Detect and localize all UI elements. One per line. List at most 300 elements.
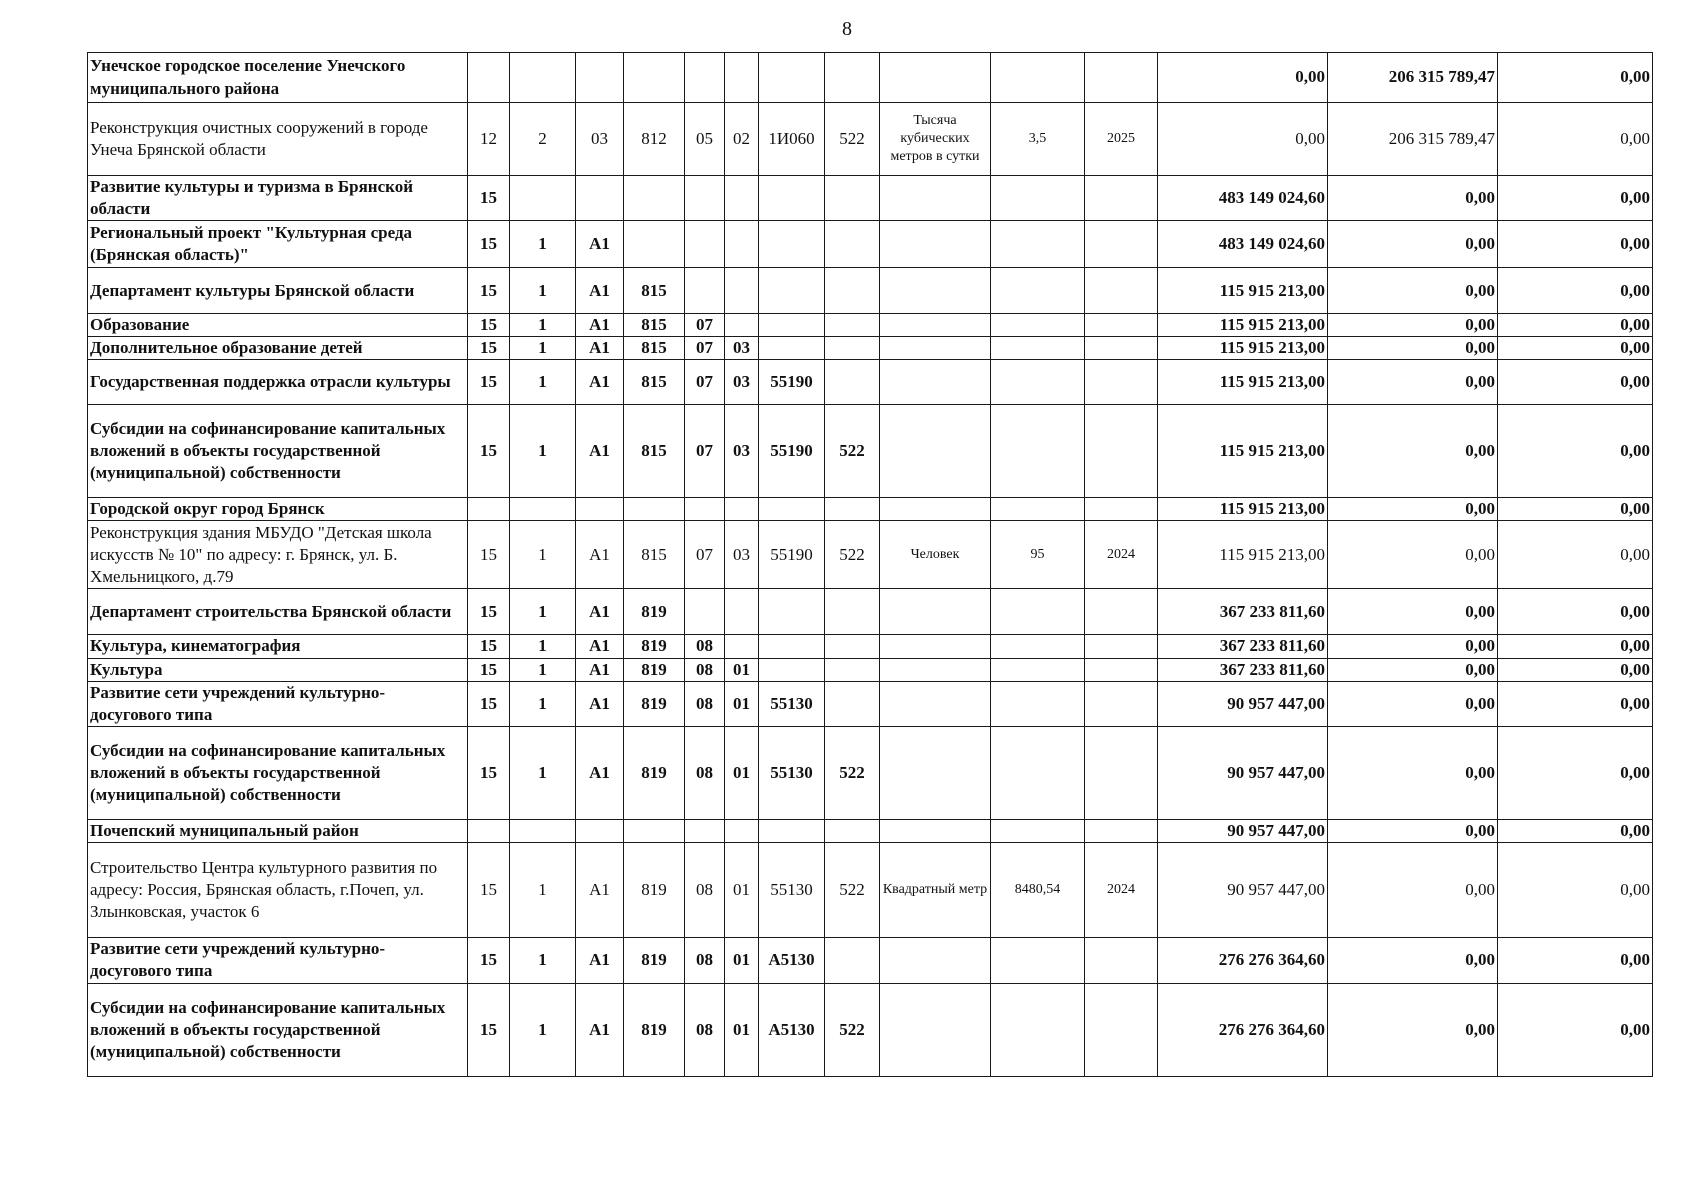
cell-gr: 819: [624, 983, 685, 1076]
cell-project: А1: [576, 681, 624, 726]
budget-table: [87, 52, 1653, 1077]
cell-gr: 819: [624, 937, 685, 983]
table-row: [88, 360, 1653, 405]
cell-capacity: [991, 360, 1085, 405]
cell-expense-type: [825, 221, 880, 268]
cell-direction: А5130: [759, 937, 825, 983]
cell-direction: 55190: [759, 521, 825, 589]
cell-amount-2: 0,00: [1328, 842, 1498, 937]
cell-amount-3: 0,00: [1498, 819, 1653, 842]
cell-gr: 819: [624, 658, 685, 681]
cell-amount-2: 0,00: [1328, 176, 1498, 221]
cell-unit: Человек: [880, 521, 991, 589]
cell-amount-2: 0,00: [1328, 937, 1498, 983]
cell-gr: [624, 221, 685, 268]
cell-year: [1085, 635, 1158, 658]
cell-amount-3: 0,00: [1498, 337, 1653, 360]
cell-program: 15: [468, 360, 510, 405]
cell-section: 07: [685, 314, 725, 337]
cell-section: [685, 589, 725, 635]
cell-program: 15: [468, 521, 510, 589]
cell-project: А1: [576, 221, 624, 268]
cell-amount-3: 0,00: [1498, 360, 1653, 405]
cell-amount-2: 0,00: [1328, 314, 1498, 337]
cell-unit: [880, 635, 991, 658]
table-row: [88, 658, 1653, 681]
cell-program: 15: [468, 726, 510, 819]
cell-year: [1085, 53, 1158, 103]
cell-amount-3: 0,00: [1498, 521, 1653, 589]
table-row: [88, 53, 1653, 103]
cell-amount-1: 115 915 213,00: [1158, 337, 1328, 360]
cell-gr: 815: [624, 360, 685, 405]
cell-subsection: 01: [725, 842, 759, 937]
cell-name: Государственная поддержка отрасли культуры: [88, 360, 468, 405]
cell-program: 15: [468, 635, 510, 658]
cell-amount-3: 0,00: [1498, 983, 1653, 1076]
table-row: [88, 726, 1653, 819]
cell-subsection: [725, 176, 759, 221]
cell-capacity: [991, 337, 1085, 360]
cell-capacity: [991, 268, 1085, 314]
cell-year: 2025: [1085, 103, 1158, 176]
table-row: [88, 635, 1653, 658]
cell-direction: [759, 221, 825, 268]
cell-year: [1085, 176, 1158, 221]
cell-amount-2: 0,00: [1328, 221, 1498, 268]
cell-amount-1: 90 957 447,00: [1158, 726, 1328, 819]
table-row: [88, 176, 1653, 221]
cell-year: [1085, 658, 1158, 681]
cell-capacity: 3,5: [991, 103, 1085, 176]
cell-amount-1: 90 957 447,00: [1158, 842, 1328, 937]
cell-expense-type: [825, 658, 880, 681]
cell-unit: [880, 498, 991, 521]
cell-direction: [759, 53, 825, 103]
cell-subprogram: 1: [510, 337, 576, 360]
cell-unit: [880, 589, 991, 635]
cell-direction: 55190: [759, 360, 825, 405]
cell-gr: 819: [624, 681, 685, 726]
cell-gr: 815: [624, 337, 685, 360]
cell-subprogram: 1: [510, 658, 576, 681]
cell-section: [685, 498, 725, 521]
cell-unit: [880, 819, 991, 842]
cell-program: 15: [468, 983, 510, 1076]
cell-year: [1085, 337, 1158, 360]
cell-direction: [759, 635, 825, 658]
cell-subsection: [725, 268, 759, 314]
cell-expense-type: 522: [825, 726, 880, 819]
cell-subprogram: 1: [510, 681, 576, 726]
cell-section: 07: [685, 521, 725, 589]
cell-expense-type: [825, 314, 880, 337]
cell-unit: [880, 360, 991, 405]
cell-amount-1: 483 149 024,60: [1158, 221, 1328, 268]
cell-amount-3: 0,00: [1498, 937, 1653, 983]
cell-amount-2: 0,00: [1328, 635, 1498, 658]
cell-capacity: 8480,54: [991, 842, 1085, 937]
cell-program: 15: [468, 589, 510, 635]
cell-subprogram: 1: [510, 726, 576, 819]
cell-program: 15: [468, 658, 510, 681]
cell-amount-2: 0,00: [1328, 405, 1498, 498]
cell-section: [685, 53, 725, 103]
cell-name: Строительство Центра культурного развития по адресу: Россия, Брянская область, г.Почеп, ул. Злынковская, участок 6: [88, 842, 468, 937]
cell-expense-type: 522: [825, 103, 880, 176]
cell-subsection: [725, 498, 759, 521]
cell-amount-1: 276 276 364,60: [1158, 937, 1328, 983]
cell-section: 08: [685, 635, 725, 658]
cell-subprogram: 1: [510, 221, 576, 268]
cell-section: [685, 268, 725, 314]
cell-project: А1: [576, 983, 624, 1076]
cell-name: Департамент культуры Брянской области: [88, 268, 468, 314]
cell-amount-2: 0,00: [1328, 681, 1498, 726]
cell-name: Субсидии на софинансирование капитальных вложений в объекты государственной (муниципальной) собственности: [88, 405, 468, 498]
cell-gr: 815: [624, 314, 685, 337]
table-row: [88, 521, 1653, 589]
cell-name: Культура: [88, 658, 468, 681]
cell-amount-2: 0,00: [1328, 268, 1498, 314]
cell-project: [576, 53, 624, 103]
cell-unit: [880, 983, 991, 1076]
cell-program: [468, 819, 510, 842]
cell-section: 08: [685, 842, 725, 937]
cell-amount-2: 0,00: [1328, 521, 1498, 589]
cell-gr: 819: [624, 726, 685, 819]
cell-unit: Квадратный метр: [880, 842, 991, 937]
cell-subprogram: 1: [510, 268, 576, 314]
cell-amount-1: 115 915 213,00: [1158, 498, 1328, 521]
cell-unit: [880, 337, 991, 360]
cell-project: А1: [576, 726, 624, 819]
cell-unit: [880, 937, 991, 983]
cell-program: 15: [468, 176, 510, 221]
cell-amount-3: 0,00: [1498, 726, 1653, 819]
cell-program: 15: [468, 681, 510, 726]
cell-subsection: 03: [725, 360, 759, 405]
cell-amount-2: 206 315 789,47: [1328, 53, 1498, 103]
cell-amount-3: 0,00: [1498, 405, 1653, 498]
cell-amount-1: 115 915 213,00: [1158, 314, 1328, 337]
cell-gr: [624, 819, 685, 842]
cell-name: Реконструкция очистных сооружений в городе Унеча Брянской области: [88, 103, 468, 176]
cell-capacity: [991, 53, 1085, 103]
cell-section: 08: [685, 681, 725, 726]
cell-amount-3: 0,00: [1498, 635, 1653, 658]
cell-expense-type: [825, 589, 880, 635]
cell-direction: [759, 176, 825, 221]
cell-subprogram: 1: [510, 937, 576, 983]
cell-amount-3: 0,00: [1498, 658, 1653, 681]
cell-amount-1: 90 957 447,00: [1158, 819, 1328, 842]
cell-subprogram: 1: [510, 635, 576, 658]
cell-amount-2: 0,00: [1328, 726, 1498, 819]
cell-name: Развитие сети учреждений культурно-досугового типа: [88, 681, 468, 726]
cell-unit: [880, 221, 991, 268]
cell-section: [685, 819, 725, 842]
cell-direction: [759, 268, 825, 314]
cell-subprogram: [510, 498, 576, 521]
cell-expense-type: [825, 635, 880, 658]
cell-subsection: 01: [725, 726, 759, 819]
cell-name: Образование: [88, 314, 468, 337]
cell-amount-2: 0,00: [1328, 658, 1498, 681]
cell-section: 07: [685, 337, 725, 360]
cell-subprogram: 1: [510, 314, 576, 337]
cell-name: Культура, кинематография: [88, 635, 468, 658]
cell-name: Реконструкция здания МБУДО "Детская школа искусств № 10" по адресу: г. Брянск, ул. Б. Хмельницкого, д.79: [88, 521, 468, 589]
table-row: [88, 842, 1653, 937]
cell-unit: Тысяча кубических метров в сутки: [880, 103, 991, 176]
table-row: [88, 268, 1653, 314]
cell-project: А1: [576, 521, 624, 589]
cell-section: 08: [685, 658, 725, 681]
cell-amount-3: 0,00: [1498, 589, 1653, 635]
cell-program: 15: [468, 268, 510, 314]
cell-year: [1085, 983, 1158, 1076]
cell-subsection: 01: [725, 681, 759, 726]
cell-amount-1: 276 276 364,60: [1158, 983, 1328, 1076]
cell-program: 12: [468, 103, 510, 176]
cell-project: 03: [576, 103, 624, 176]
cell-amount-1: 90 957 447,00: [1158, 681, 1328, 726]
cell-subsection: [725, 819, 759, 842]
cell-subprogram: 1: [510, 521, 576, 589]
cell-program: 15: [468, 221, 510, 268]
cell-section: 07: [685, 360, 725, 405]
cell-gr: 819: [624, 635, 685, 658]
cell-amount-1: 483 149 024,60: [1158, 176, 1328, 221]
table-row: [88, 937, 1653, 983]
cell-project: А1: [576, 360, 624, 405]
cell-subprogram: [510, 819, 576, 842]
cell-subsection: 01: [725, 937, 759, 983]
cell-direction: 55190: [759, 405, 825, 498]
cell-program: 15: [468, 842, 510, 937]
cell-capacity: [991, 937, 1085, 983]
cell-project: А1: [576, 405, 624, 498]
cell-name: Развитие культуры и туризма в Брянской области: [88, 176, 468, 221]
cell-capacity: [991, 314, 1085, 337]
cell-unit: [880, 405, 991, 498]
cell-program: 15: [468, 405, 510, 498]
cell-expense-type: 522: [825, 983, 880, 1076]
cell-name: Департамент строительства Брянской области: [88, 589, 468, 635]
cell-name: Городской округ город Брянск: [88, 498, 468, 521]
cell-subsection: [725, 314, 759, 337]
cell-unit: [880, 658, 991, 681]
table-row: [88, 983, 1653, 1076]
cell-expense-type: [825, 937, 880, 983]
cell-expense-type: [825, 53, 880, 103]
cell-project: А1: [576, 635, 624, 658]
cell-capacity: [991, 726, 1085, 819]
cell-capacity: [991, 589, 1085, 635]
cell-expense-type: [825, 819, 880, 842]
cell-expense-type: [825, 681, 880, 726]
cell-amount-1: 0,00: [1158, 103, 1328, 176]
cell-year: [1085, 268, 1158, 314]
cell-direction: [759, 589, 825, 635]
cell-project: А1: [576, 268, 624, 314]
cell-gr: 815: [624, 405, 685, 498]
cell-amount-1: 367 233 811,60: [1158, 589, 1328, 635]
cell-year: [1085, 681, 1158, 726]
cell-subsection: 03: [725, 405, 759, 498]
cell-subprogram: 1: [510, 842, 576, 937]
cell-capacity: [991, 405, 1085, 498]
cell-direction: А5130: [759, 983, 825, 1076]
cell-subsection: [725, 635, 759, 658]
cell-gr: 812: [624, 103, 685, 176]
cell-amount-3: 0,00: [1498, 221, 1653, 268]
cell-amount-3: 0,00: [1498, 498, 1653, 521]
table-row: [88, 589, 1653, 635]
cell-name: Развитие сети учреждений культурно-досугового типа: [88, 937, 468, 983]
cell-gr: 819: [624, 842, 685, 937]
cell-project: [576, 176, 624, 221]
cell-amount-2: 0,00: [1328, 819, 1498, 842]
cell-amount-3: 0,00: [1498, 103, 1653, 176]
cell-project: А1: [576, 937, 624, 983]
table-row: [88, 498, 1653, 521]
table-row: [88, 314, 1653, 337]
cell-program: 15: [468, 937, 510, 983]
cell-section: 08: [685, 726, 725, 819]
cell-subsection: 03: [725, 521, 759, 589]
cell-direction: [759, 498, 825, 521]
cell-year: [1085, 314, 1158, 337]
cell-name: Унечское городское поселение Унечского муниципального района: [88, 53, 468, 103]
cell-unit: [880, 726, 991, 819]
cell-program: 15: [468, 337, 510, 360]
cell-section: 07: [685, 405, 725, 498]
cell-capacity: [991, 176, 1085, 221]
cell-project: А1: [576, 314, 624, 337]
cell-name: Региональный проект "Культурная среда (Брянская область)": [88, 221, 468, 268]
cell-section: 05: [685, 103, 725, 176]
cell-project: [576, 819, 624, 842]
cell-gr: [624, 53, 685, 103]
cell-expense-type: 522: [825, 842, 880, 937]
cell-amount-1: 115 915 213,00: [1158, 521, 1328, 589]
cell-project: [576, 498, 624, 521]
cell-amount-1: 115 915 213,00: [1158, 360, 1328, 405]
cell-capacity: [991, 635, 1085, 658]
cell-gr: 819: [624, 589, 685, 635]
cell-subprogram: [510, 53, 576, 103]
cell-subsection: 03: [725, 337, 759, 360]
cell-direction: [759, 819, 825, 842]
cell-amount-2: 0,00: [1328, 498, 1498, 521]
cell-gr: 815: [624, 521, 685, 589]
cell-section: [685, 221, 725, 268]
cell-amount-3: 0,00: [1498, 53, 1653, 103]
cell-name: Субсидии на софинансирование капитальных вложений в объекты государственной (муниципальной) собственности: [88, 983, 468, 1076]
cell-capacity: [991, 983, 1085, 1076]
cell-expense-type: [825, 360, 880, 405]
cell-amount-3: 0,00: [1498, 314, 1653, 337]
cell-subsection: 02: [725, 103, 759, 176]
cell-year: [1085, 498, 1158, 521]
cell-capacity: [991, 819, 1085, 842]
cell-section: 08: [685, 937, 725, 983]
cell-subsection: [725, 53, 759, 103]
page-number: 8: [842, 18, 852, 40]
cell-project: А1: [576, 658, 624, 681]
cell-amount-1: 367 233 811,60: [1158, 658, 1328, 681]
cell-year: [1085, 360, 1158, 405]
cell-capacity: 95: [991, 521, 1085, 589]
cell-amount-2: 0,00: [1328, 589, 1498, 635]
cell-year: [1085, 405, 1158, 498]
cell-expense-type: 522: [825, 521, 880, 589]
cell-capacity: [991, 221, 1085, 268]
cell-year: [1085, 937, 1158, 983]
cell-capacity: [991, 681, 1085, 726]
cell-program: 15: [468, 314, 510, 337]
cell-project: А1: [576, 842, 624, 937]
table-row: [88, 819, 1653, 842]
table-row: [88, 405, 1653, 498]
cell-subprogram: [510, 176, 576, 221]
cell-amount-3: 0,00: [1498, 681, 1653, 726]
cell-amount-1: 115 915 213,00: [1158, 405, 1328, 498]
cell-expense-type: 522: [825, 405, 880, 498]
cell-unit: [880, 53, 991, 103]
cell-direction: [759, 314, 825, 337]
table-row: [88, 681, 1653, 726]
cell-subsection: 01: [725, 983, 759, 1076]
cell-section: 08: [685, 983, 725, 1076]
cell-direction: [759, 658, 825, 681]
cell-program: [468, 53, 510, 103]
cell-year: [1085, 819, 1158, 842]
cell-year: [1085, 589, 1158, 635]
cell-amount-2: 0,00: [1328, 983, 1498, 1076]
cell-amount-2: 0,00: [1328, 360, 1498, 405]
cell-name: Почепский муниципальный район: [88, 819, 468, 842]
cell-expense-type: [825, 268, 880, 314]
cell-subsection: [725, 221, 759, 268]
cell-amount-3: 0,00: [1498, 842, 1653, 937]
cell-direction: 55130: [759, 842, 825, 937]
cell-gr: [624, 176, 685, 221]
cell-capacity: [991, 498, 1085, 521]
cell-subprogram: 2: [510, 103, 576, 176]
cell-subsection: [725, 589, 759, 635]
cell-name: Субсидии на софинансирование капитальных вложений в объекты государственной (муниципальной) собственности: [88, 726, 468, 819]
cell-amount-3: 0,00: [1498, 268, 1653, 314]
cell-amount-3: 0,00: [1498, 176, 1653, 221]
cell-subsection: 01: [725, 658, 759, 681]
cell-year: [1085, 726, 1158, 819]
cell-direction: [759, 337, 825, 360]
cell-subprogram: 1: [510, 360, 576, 405]
cell-unit: [880, 176, 991, 221]
cell-expense-type: [825, 337, 880, 360]
table-row: [88, 337, 1653, 360]
cell-direction: 55130: [759, 681, 825, 726]
cell-name: Дополнительное образование детей: [88, 337, 468, 360]
cell-expense-type: [825, 498, 880, 521]
cell-project: А1: [576, 337, 624, 360]
cell-project: А1: [576, 589, 624, 635]
table-row: [88, 221, 1653, 268]
cell-program: [468, 498, 510, 521]
